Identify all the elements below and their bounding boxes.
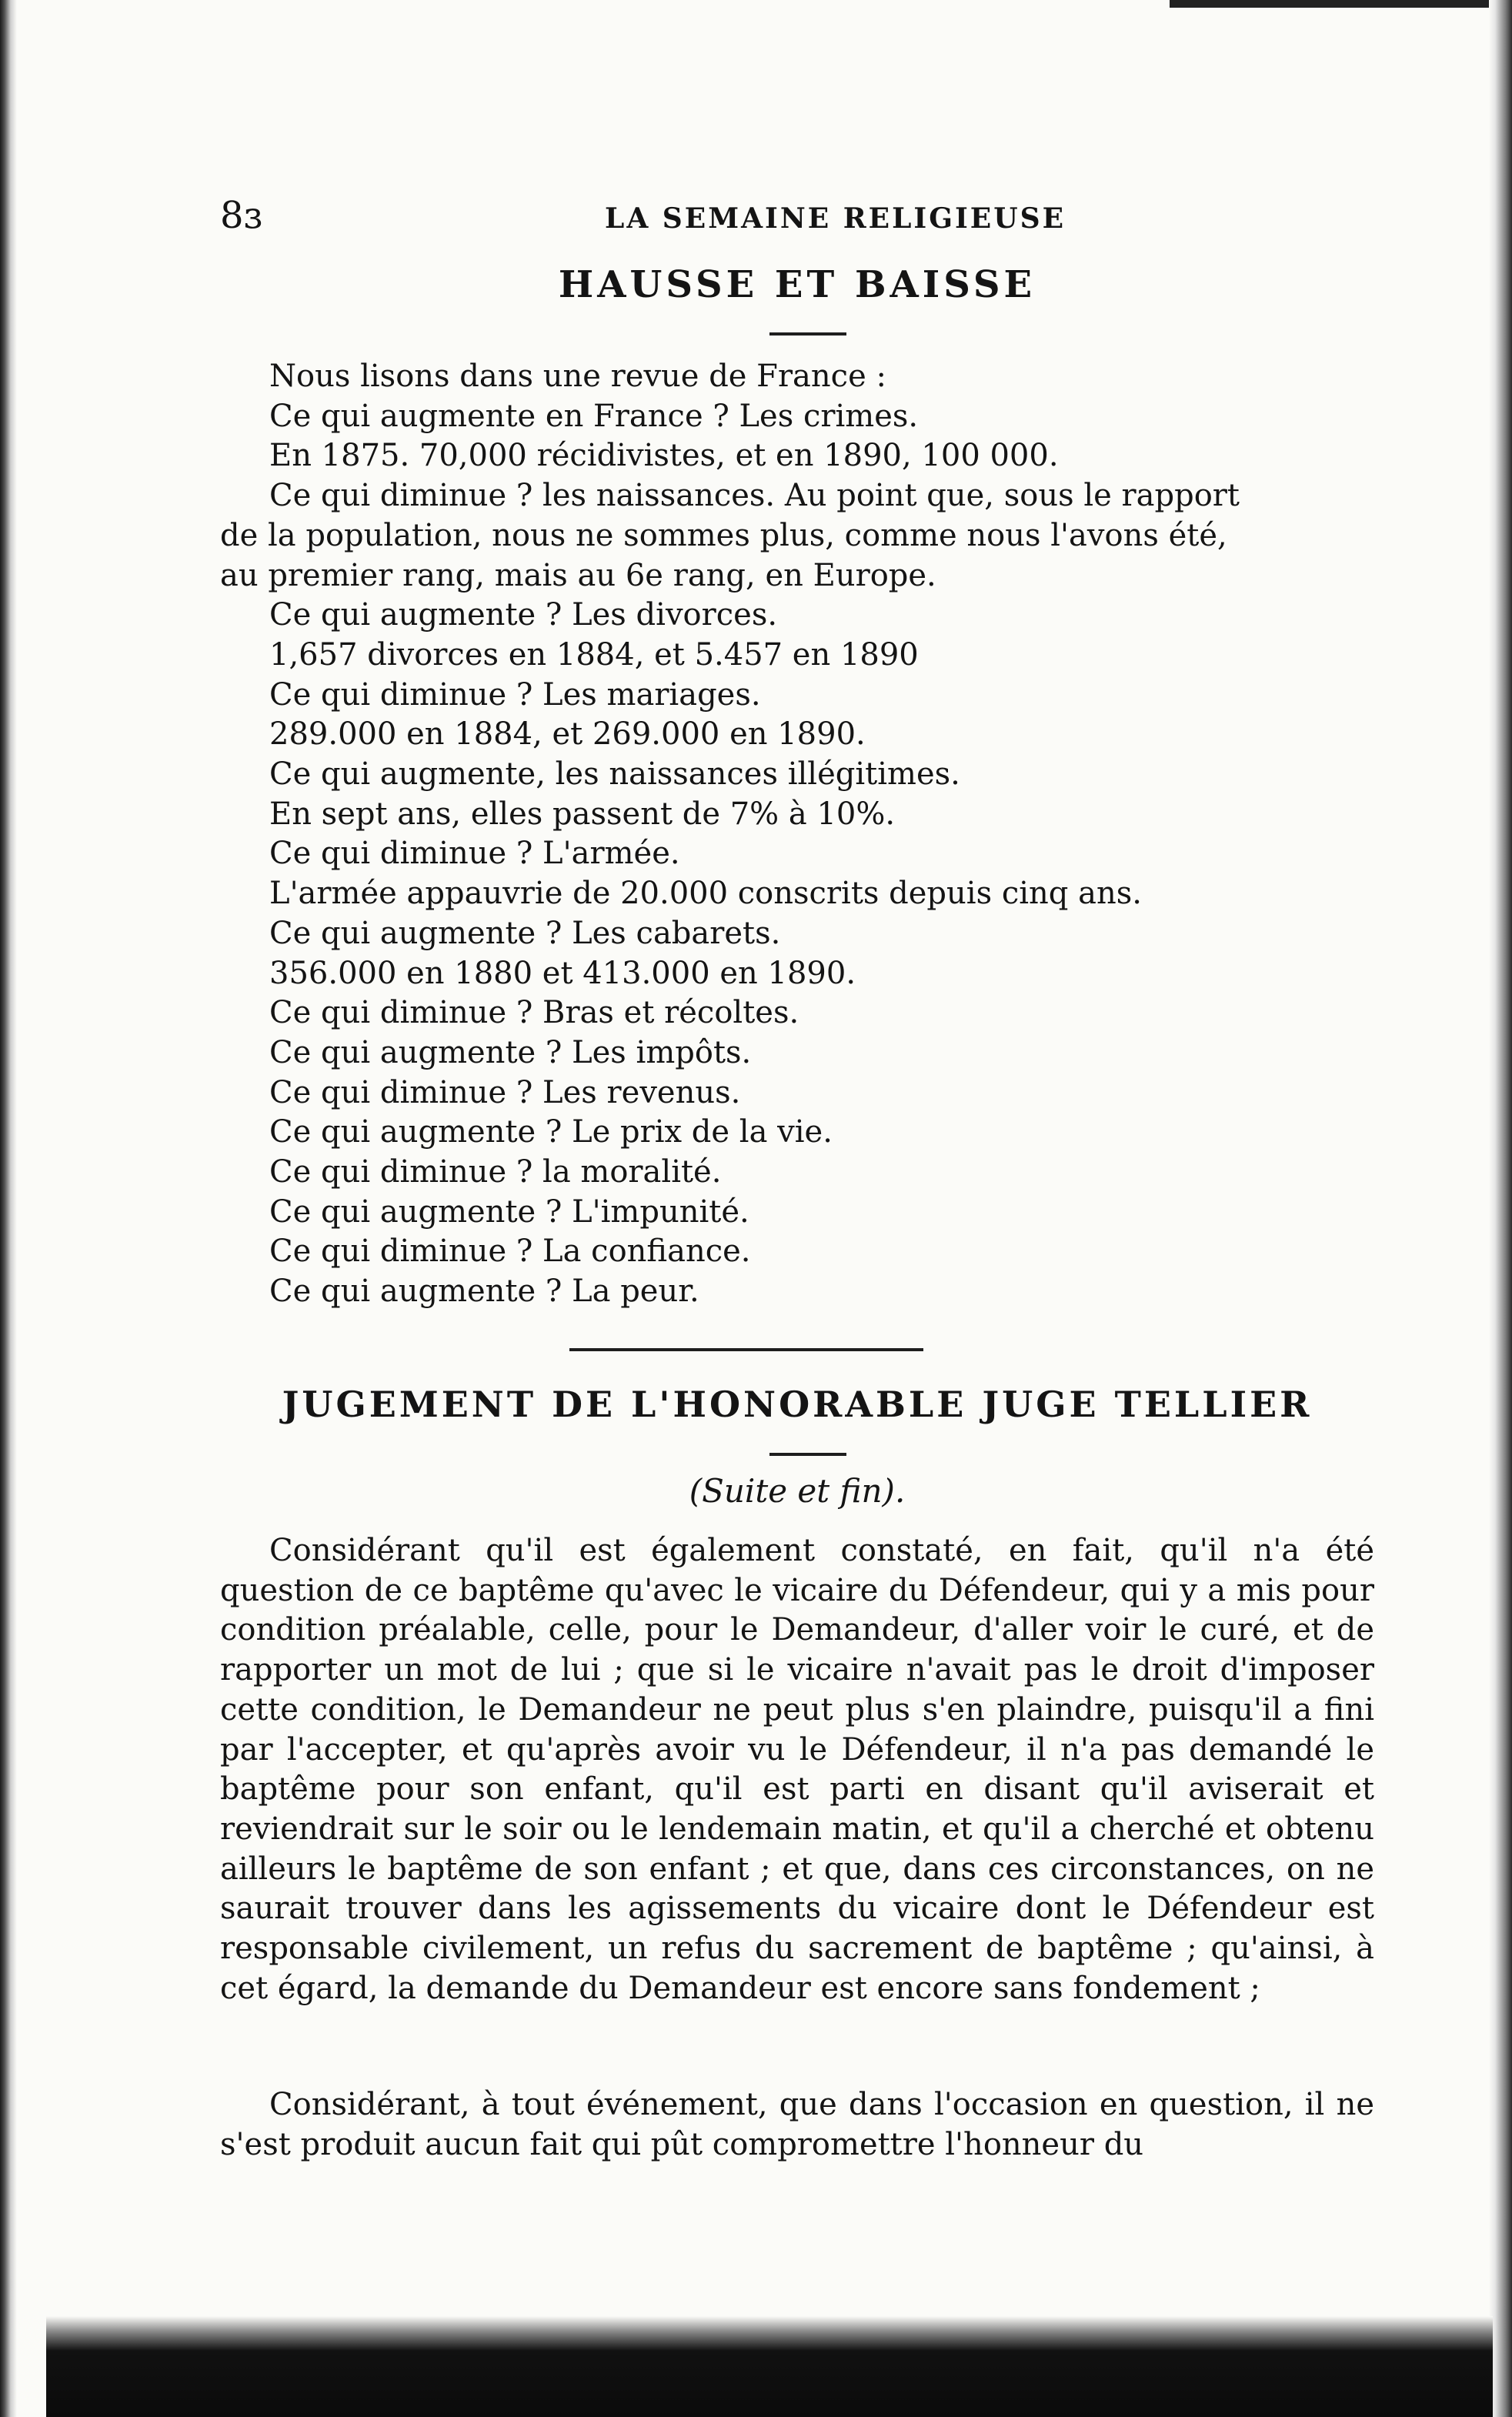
list-line: Ce qui augmente ? Les divorces. xyxy=(269,597,778,633)
title-rule xyxy=(769,1453,846,1456)
list-line: Ce qui diminue ? Les mariages. xyxy=(269,676,761,713)
scan-edge-top xyxy=(1170,0,1512,8)
page-number: 8ɜ xyxy=(220,194,262,237)
list-line: Ce qui augmente ? Les impôts. xyxy=(269,1034,752,1070)
list-line: En sept ans, elles passent de 7% à 10%. xyxy=(269,796,896,832)
list-line: au premier rang, mais au 6e rang, en Europe. xyxy=(220,557,936,593)
list-line: Ce qui diminue ? Bras et récoltes. xyxy=(269,995,799,1031)
journal-title: LA SEMAINE RELIGIEUSE xyxy=(605,202,1066,235)
list-line: Nous lisons dans une revue de France : xyxy=(269,359,886,394)
list-line: Ce qui diminue ? L'armée. xyxy=(269,836,680,872)
article-subtitle: (Suite et fin). xyxy=(689,1472,906,1510)
list-line: Ce qui augmente ? Le prix de la vie. xyxy=(269,1114,833,1150)
list-line: Ce qui augmente ? Les cabarets. xyxy=(269,915,781,951)
article-list xyxy=(220,357,1385,1312)
list-line: 1,657 divorces en 1884, et 5.457 en 1890 xyxy=(269,636,919,673)
list-line: de la population, nous ne sommes plus, comme nous l'avons été, xyxy=(220,517,1227,553)
paragraph: Considérant, à tout événement, que dans l'occasion en question, il ne s'est produit aucun fait qui pût compromettre l'honneur du xyxy=(220,2087,1374,2162)
scan-edge-left xyxy=(0,0,17,2417)
list-line: Ce qui diminue ? les naissances. Au point que, sous le rapport xyxy=(269,478,1240,514)
list-line: 356.000 en 1880 et 413.000 en 1890. xyxy=(269,955,856,991)
list-line: Ce qui augmente en France ? Les crimes. xyxy=(269,398,919,434)
scan-edge-bottom xyxy=(46,2316,1493,2417)
list-line: Ce qui diminue ? La confiance. xyxy=(269,1234,751,1270)
list-line: Ce qui diminue ? la moralité. xyxy=(269,1154,722,1190)
list-line: Ce qui augmente ? L'impunité. xyxy=(269,1193,749,1230)
running-head xyxy=(220,192,1374,239)
paragraph: Considérant qu'il est également constaté, en fait, qu'il n'a été question de ce baptême qu'avec le vicaire du Défendeur, qui y a mis pour condition préalable, celle, pour le Demandeur, d'aller voir le curé, et de rapporter un mot de lui ; que si le vicaire n'avait pas le droit d'imposer cette condition, le Demandeur ne peut plus s'en plaindre, puisqu'il a fini par l'accepter, et qu'après avoir vu le Défendeur, il n'a pas demandé le baptême pour son enfant, qu'il est parti en disant qu'il aviserait et reviendrait sur le soir ou le lendemain matin, et qu'il a cherché et obtenu ailleurs le baptême de son enfant ; et que, dans ces circonstances, on ne saurait trouver dans les agissements du vicaire dont le Défendeur est responsable civilement, un refus du sacrement de baptême ; qu'ainsi, à cet égard, la demande du Demandeur est encore sans fondement ; xyxy=(220,1533,1374,2006)
section-separator-rule xyxy=(569,1348,923,1351)
list-line: Ce qui diminue ? Les revenus. xyxy=(269,1074,741,1110)
list-line: Ce qui augmente ? La peur. xyxy=(269,1274,699,1310)
list-line: En 1875. 70,000 récidivistes, et en 1890, 100 000. xyxy=(269,438,1059,474)
article-title-hausse-et-baisse: HAUSSE ET BAISSE xyxy=(558,263,1036,306)
list-line: 289.000 en 1884, et 269.000 en 1890. xyxy=(269,716,866,753)
article-title-jugement: JUGEMENT DE L'HONORABLE JUGE TELLIER xyxy=(282,1384,1313,1425)
list-line: Ce qui augmente, les naissances illégitimes. xyxy=(269,756,960,793)
list-line: L'armée appauvrie de 20.000 conscrits depuis cinq ans. xyxy=(269,876,1142,912)
title-rule xyxy=(769,332,846,336)
scan-edge-right xyxy=(1489,0,1512,2417)
